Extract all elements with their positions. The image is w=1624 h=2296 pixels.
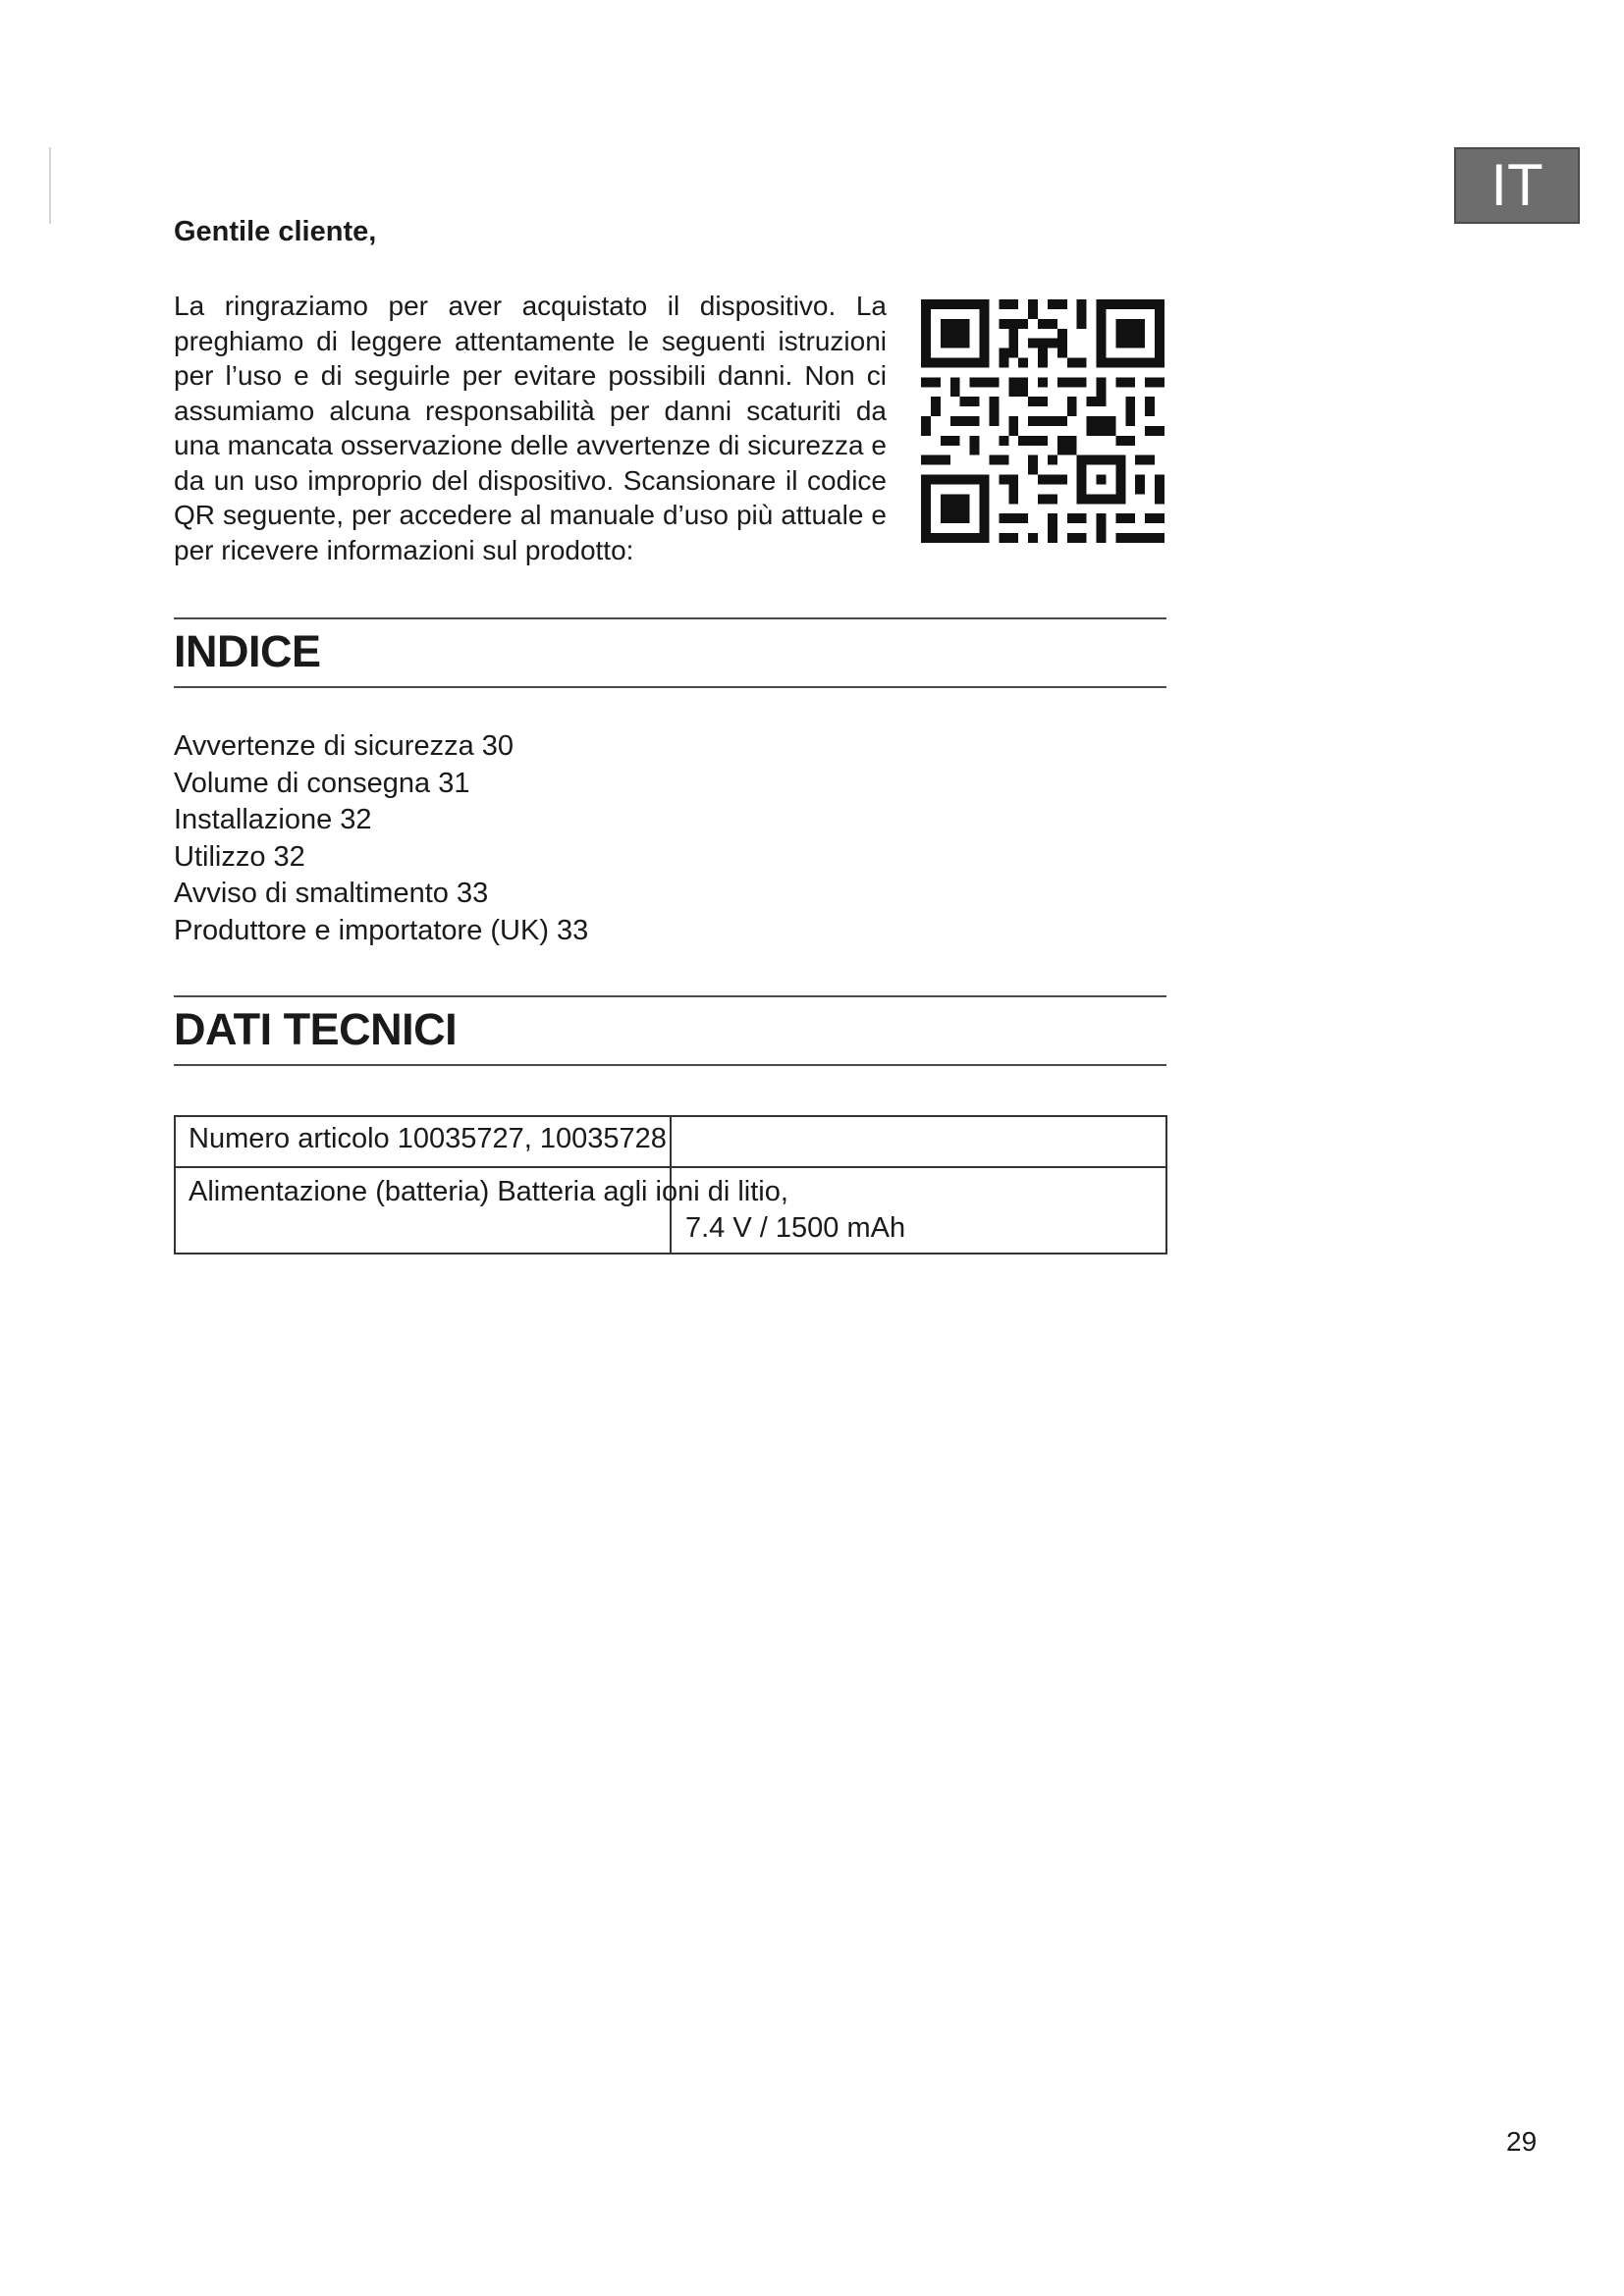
power-supply-label: Alimentazione (batteria) Batteria agli ioni di litio, (189, 1176, 788, 1207)
table-row (175, 1167, 1166, 1254)
margin-line (49, 147, 51, 224)
toc-item[interactable]: Avvertenze di sicurezza 30 (174, 730, 514, 762)
technical-data-table (174, 1115, 1167, 1255)
table-cell-label (175, 1116, 671, 1167)
toc-item[interactable]: Produttore e importatore (UK) 33 (174, 914, 589, 946)
language-badge: IT (1454, 147, 1580, 224)
power-supply-value: 7.4 V / 1500 mAh (685, 1212, 906, 1244)
item-number-label: Numero articolo 10035727, 10035728 (189, 1123, 667, 1154)
table-cell-value (671, 1116, 1166, 1167)
technical-data-title: DATI TECNICI (174, 1004, 458, 1054)
table-cell-label (175, 1167, 788, 1254)
index-top-rule (174, 617, 1166, 619)
toc-item[interactable]: Avviso di smaltimento 33 (174, 878, 489, 909)
technical-data-top-rule (174, 995, 1166, 997)
greeting: Gentile cliente, (174, 216, 377, 247)
index-title: INDICE (174, 626, 321, 676)
table-of-contents (174, 728, 588, 949)
toc-item[interactable]: Utilizzo 32 (174, 840, 305, 873)
page-number: 29 (1506, 2126, 1538, 2157)
toc-item[interactable]: Volume di consegna 31 (174, 767, 470, 799)
table-row (175, 1116, 1166, 1167)
intro-paragraph: La ringraziamo per aver acquistato il dispositivo. La preghiamo di leggere attentamente le seguenti istruzioni per l’uso e di seguirle per evitare possibili danni. Non ci assumiamo alcuna responsabilità per danni scaturiti da una mancata osservazione delle avvertenze di sicurezza e da un uso improprio del dispositivo. Scansionare il codice QR seguente, per accedere al manuale d’uso più attuale e per ricevere informazioni sul prodotto: (174, 291, 887, 565)
technical-data-bottom-rule (174, 1064, 1166, 1066)
qr-code-icon (921, 299, 1164, 543)
index-bottom-rule (174, 686, 1166, 688)
toc-item[interactable]: Installazione 32 (174, 804, 372, 835)
